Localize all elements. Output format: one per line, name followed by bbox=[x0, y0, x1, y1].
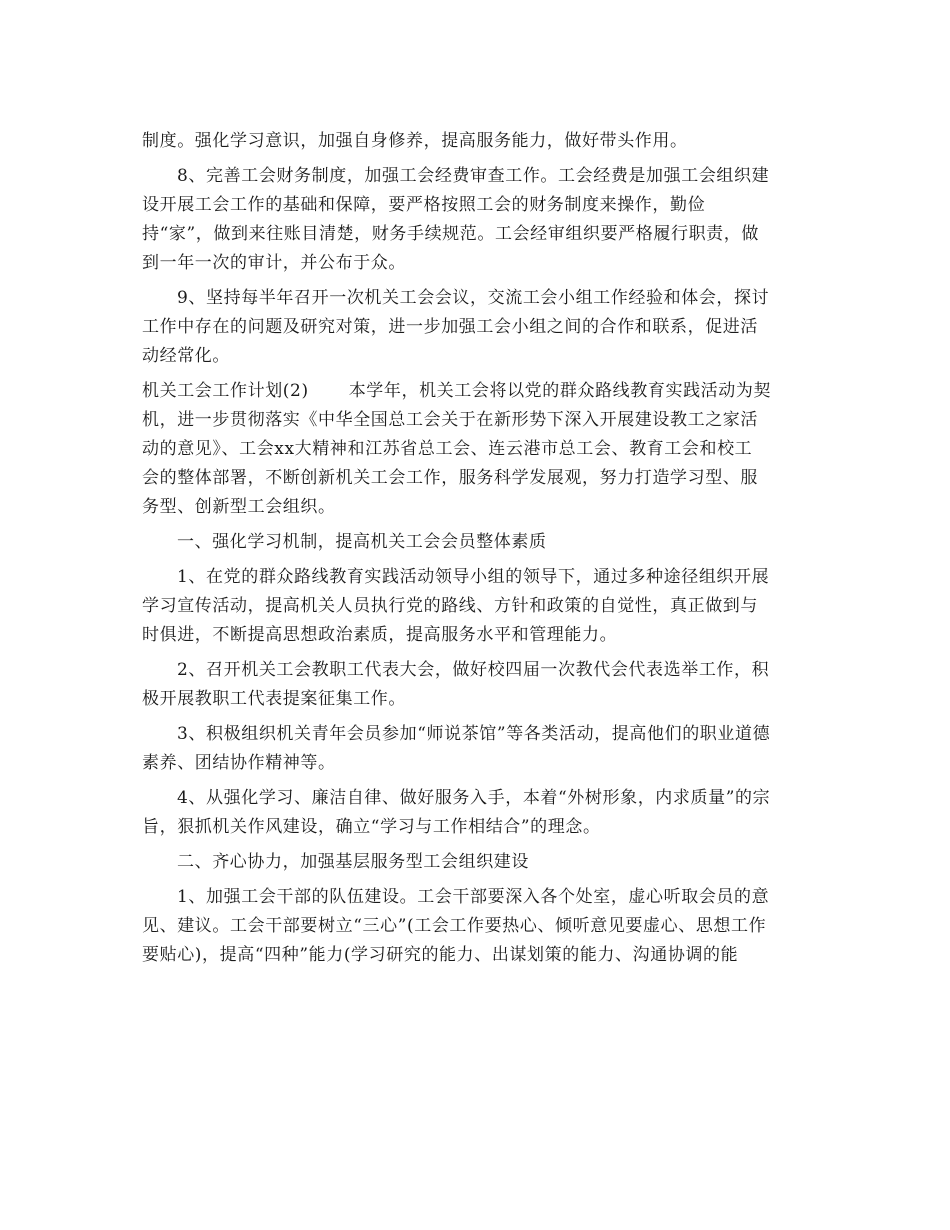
text-line: 工作中存在的问题及研究对策，进一步加强工会小组之间的合作和联系，促进活 bbox=[142, 317, 758, 337]
paragraph-item-3 bbox=[142, 720, 810, 778]
text-line: 1、加强工会干部的队伍建设。工会干部要深入各个处室，虚心听取会员的意 bbox=[177, 887, 770, 907]
text-line: 持“家”，做到来往账目清楚，财务手续规范。工会经审组织要严格履行职责，做 bbox=[142, 224, 759, 244]
text-line: 一、强化学习机制，提高机关工会会员整体素质 bbox=[177, 532, 547, 552]
section-heading-1 bbox=[142, 528, 810, 557]
text-line: 动的意见》、工会xx大精神和江苏省总工会、连云港市总工会、教育工会和校工 bbox=[142, 439, 753, 459]
paragraph-item-2 bbox=[142, 656, 810, 714]
paragraph-cadre-building bbox=[142, 883, 810, 970]
text-line: 2、召开机关工会教职工代表大会，做好校四届一次教代会代表选举工作，积 bbox=[177, 660, 770, 680]
text-line: 4、从强化学习、廉洁自律、做好服务入手，本着“外树形象，内求质量”的宗 bbox=[177, 788, 771, 808]
section-title: 机关工会工作计划(2) bbox=[142, 381, 309, 401]
text-line: 1、在党的群众路线教育实践活动领导小组的领导下，通过多种途径组织开展 bbox=[177, 567, 770, 587]
text-line: 时俱进，不断提高思想政治素质，提高服务水平和管理能力。 bbox=[142, 625, 618, 645]
paragraph-item-1 bbox=[142, 563, 810, 650]
text-line: 9、坚持每半年召开一次机关工会会议，交流工会小组工作经验和体会，探讨 bbox=[177, 288, 770, 308]
text-line: 到一年一次的审计，并公布于众。 bbox=[142, 253, 406, 273]
text-line: 旨，狠抓机关作风建设，确立“学习与工作相结合”的理念。 bbox=[142, 817, 601, 837]
text-line: 极开展教职工代表提案征集工作。 bbox=[142, 689, 406, 709]
text-line bbox=[142, 377, 810, 406]
text-line: 二、齐心协力，加强基层服务型工会组织建设 bbox=[177, 852, 529, 872]
text-line: 制度。强化学习意识，加强自身修养，提高服务能力，做好带头作用。 bbox=[142, 131, 688, 151]
paragraph-finance-system bbox=[142, 162, 810, 278]
paragraph-1 bbox=[142, 127, 810, 156]
paragraph-half-year-meeting bbox=[142, 284, 810, 371]
document-body bbox=[142, 127, 810, 976]
text-line: 设开展工会工作的基础和保障，要严格按照工会的财务制度来操作，勤俭 bbox=[142, 195, 706, 215]
text-line: 要贴心)，提高“四种”能力(学习研究的能力、出谋划策的能力、沟通协调的能 bbox=[142, 945, 739, 965]
section-heading-2 bbox=[142, 848, 810, 877]
text-line: 务型、创新型工会组织。 bbox=[142, 497, 336, 517]
text-line: 机，进一步贯彻落实《中华全国总工会关于在新形势下深入开展建设教工之家活 bbox=[142, 410, 758, 430]
text-line: 学习宣传活动，提高机关人员执行党的路线、方针和政策的自觉性，真正做到与 bbox=[142, 596, 758, 616]
paragraph-plan-2 bbox=[142, 377, 810, 522]
text-line: 3、积极组织机关青年会员参加“师说茶馆”等各类活动，提高他们的职业道德 bbox=[177, 724, 771, 744]
text-line: 8、完善工会财务制度，加强工会经费审查工作。工会经费是加强工会组织建 bbox=[177, 166, 770, 186]
text-segment: 本学年，机关工会将以党的群众路线教育实践活动为契 bbox=[348, 381, 772, 401]
text-line: 会的整体部署，不断创新机关工会工作，服务科学发展观，努力打造学习型、服 bbox=[142, 468, 758, 488]
text-line: 动经常化。 bbox=[142, 346, 230, 366]
paragraph-item-4 bbox=[142, 784, 810, 842]
text-line: 素养、团结协作精神等。 bbox=[142, 753, 336, 773]
text-line: 见、建议。工会干部要树立“三心”(工会工作要热心、倾听意见要虚心、思想工作 bbox=[142, 916, 767, 936]
